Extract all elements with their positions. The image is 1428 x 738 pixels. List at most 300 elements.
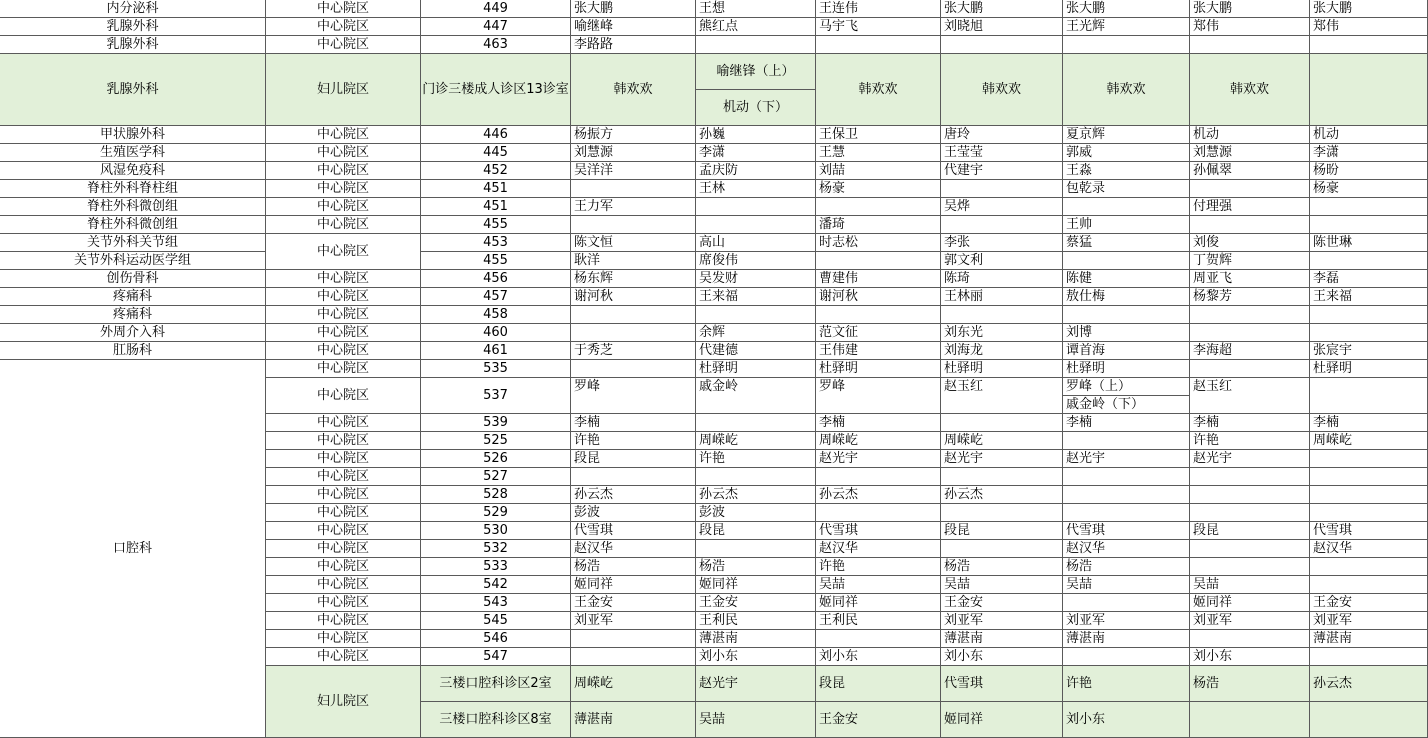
cell-day4[interactable]: 唐玲	[941, 126, 1063, 144]
cell-day2[interactable]: 杨浩	[696, 558, 816, 576]
cell-day1[interactable]: 于秀芝	[571, 342, 696, 360]
cell-department[interactable]: 脊柱外科微创组	[0, 216, 266, 234]
cell-day6[interactable]: 孙佩翠	[1190, 162, 1310, 180]
cell-day6[interactable]: 丁贺辉	[1190, 252, 1310, 270]
cell-day2[interactable]	[696, 414, 816, 432]
cell-campus[interactable]: 中心院区	[266, 576, 421, 594]
cell-campus[interactable]: 中心院区	[266, 504, 421, 522]
cell-day7[interactable]: 孙云杰	[1310, 666, 1428, 702]
cell-campus[interactable]: 中心院区	[266, 162, 421, 180]
cell-campus[interactable]: 中心院区	[266, 18, 421, 36]
cell-campus[interactable]: 中心院区	[266, 540, 421, 558]
cell-day4[interactable]	[941, 216, 1063, 234]
cell-campus[interactable]: 妇儿院区	[266, 54, 421, 126]
cell-campus[interactable]: 中心院区	[266, 360, 421, 378]
cell-day4[interactable]: 吴喆	[941, 576, 1063, 594]
cell-day5[interactable]: 刘亚军	[1063, 612, 1190, 630]
cell-day3[interactable]	[816, 306, 941, 324]
cell-day1[interactable]: 刘亚军	[571, 612, 696, 630]
cell-campus[interactable]: 中心院区	[266, 306, 421, 324]
cell-day1[interactable]: 王力军	[571, 198, 696, 216]
cell-room[interactable]: 460	[421, 324, 571, 342]
cell-day4[interactable]: 薄湛南	[941, 630, 1063, 648]
cell-day4[interactable]: 刘晓旭	[941, 18, 1063, 36]
cell-day6[interactable]	[1190, 486, 1310, 504]
cell-day2[interactable]: 周嵘屹	[696, 432, 816, 450]
cell-room[interactable]: 453	[421, 234, 571, 252]
cell-day4[interactable]	[941, 306, 1063, 324]
cell-day1[interactable]	[571, 630, 696, 648]
cell-day7[interactable]	[1310, 558, 1428, 576]
cell-day3[interactable]: 罗峰	[816, 378, 941, 414]
cell-day3[interactable]: 孙云杰	[816, 486, 941, 504]
cell-room[interactable]: 三楼口腔科诊区8室	[421, 702, 571, 738]
cell-room[interactable]: 449	[421, 0, 571, 18]
cell-day7[interactable]: 李潇	[1310, 144, 1428, 162]
cell-day3[interactable]: 王连伟	[816, 0, 941, 18]
cell-campus[interactable]: 中心院区	[266, 144, 421, 162]
cell-day7[interactable]	[1310, 486, 1428, 504]
cell-room[interactable]: 527	[421, 468, 571, 486]
cell-day4[interactable]: 吴烨	[941, 198, 1063, 216]
cell-campus[interactable]: 中心院区	[266, 522, 421, 540]
cell-day4[interactable]	[941, 468, 1063, 486]
cell-day3[interactable]: 姬同祥	[816, 594, 941, 612]
cell-day3[interactable]: 周嵘屹	[816, 432, 941, 450]
cell-day2[interactable]: 吴发财	[696, 270, 816, 288]
cell-day6[interactable]: 刘俊	[1190, 234, 1310, 252]
cell-room[interactable]: 537	[421, 378, 571, 414]
cell-campus[interactable]: 中心院区	[266, 432, 421, 450]
cell-room[interactable]: 546	[421, 630, 571, 648]
cell-day4[interactable]: 姬同祥	[941, 702, 1063, 738]
cell-room[interactable]: 526	[421, 450, 571, 468]
cell-day2[interactable]: 吴喆	[696, 702, 816, 738]
cell-day3[interactable]: 马宇飞	[816, 18, 941, 36]
cell-day3[interactable]: 王金安	[816, 702, 941, 738]
cell-day2[interactable]: 代建德	[696, 342, 816, 360]
cell-day5[interactable]: 王光辉	[1063, 18, 1190, 36]
cell-day7[interactable]	[1310, 36, 1428, 54]
cell-day1[interactable]: 罗峰	[571, 378, 696, 414]
cell-day7[interactable]: 周嵘屹	[1310, 432, 1428, 450]
cell-day5[interactable]: 陈健	[1063, 270, 1190, 288]
cell-day5[interactable]	[1063, 306, 1190, 324]
cell-day5[interactable]: 杜驿明	[1063, 360, 1190, 378]
cell-day5[interactable]: 薄湛南	[1063, 630, 1190, 648]
cell-day3[interactable]: 刘小东	[816, 648, 941, 666]
cell-day3[interactable]: 潘琦	[816, 216, 941, 234]
cell-day3[interactable]	[816, 252, 941, 270]
cell-day2[interactable]	[696, 468, 816, 486]
cell-day5[interactable]: 赵光宇	[1063, 450, 1190, 468]
cell-day3[interactable]: 许艳	[816, 558, 941, 576]
cell-day4[interactable]: 代雪琪	[941, 666, 1063, 702]
cell-department[interactable]: 外周介入科	[0, 324, 266, 342]
cell-day1[interactable]	[571, 468, 696, 486]
cell-day4[interactable]: 刘东光	[941, 324, 1063, 342]
cell-department[interactable]: 乳腺外科	[0, 18, 266, 36]
cell-day2[interactable]	[696, 540, 816, 558]
cell-day6[interactable]: 张大鹏	[1190, 0, 1310, 18]
cell-day5[interactable]	[1063, 198, 1190, 216]
cell-campus[interactable]: 中心院区	[266, 270, 421, 288]
cell-department[interactable]: 肛肠科	[0, 342, 266, 360]
cell-day5[interactable]: 代雪琪	[1063, 522, 1190, 540]
cell-day7[interactable]: 杜驿明	[1310, 360, 1428, 378]
cell-day6[interactable]	[1190, 558, 1310, 576]
cell-day2[interactable]: 李潇	[696, 144, 816, 162]
cell-day6[interactable]	[1190, 468, 1310, 486]
cell-room[interactable]: 458	[421, 306, 571, 324]
cell-day7[interactable]: 杨昐	[1310, 162, 1428, 180]
cell-room[interactable]: 547	[421, 648, 571, 666]
cell-day6[interactable]	[1190, 180, 1310, 198]
cell-day6[interactable]: 周亚飞	[1190, 270, 1310, 288]
cell-day2[interactable]: 王来福	[696, 288, 816, 306]
cell-day7[interactable]	[1310, 648, 1428, 666]
cell-day1[interactable]: 段昆	[571, 450, 696, 468]
cell-day1[interactable]: 孙云杰	[571, 486, 696, 504]
cell-day3[interactable]: 时志松	[816, 234, 941, 252]
cell-campus[interactable]: 中心院区	[266, 630, 421, 648]
cell-day7[interactable]: 李楠	[1310, 414, 1428, 432]
cell-day7[interactable]	[1310, 468, 1428, 486]
cell-day7[interactable]	[1310, 252, 1428, 270]
cell-day6[interactable]: 李楠	[1190, 414, 1310, 432]
cell-department-merged[interactable]: 口腔科	[0, 360, 266, 738]
cell-department[interactable]: 乳腺外科	[0, 54, 266, 126]
cell-room[interactable]: 463	[421, 36, 571, 54]
cell-day5[interactable]	[1063, 504, 1190, 522]
cell-day3[interactable]: 吴喆	[816, 576, 941, 594]
cell-day1[interactable]: 张大鹏	[571, 0, 696, 18]
cell-campus[interactable]: 中心院区	[266, 468, 421, 486]
cell-day3[interactable]: 代雪琪	[816, 522, 941, 540]
cell-day7[interactable]	[1310, 576, 1428, 594]
cell-room[interactable]: 525	[421, 432, 571, 450]
cell-day4[interactable]: 代建宇	[941, 162, 1063, 180]
cell-day4[interactable]: 韩欢欢	[941, 54, 1063, 126]
cell-day7[interactable]	[1310, 54, 1428, 126]
cell-day5[interactable]	[1063, 468, 1190, 486]
cell-campus[interactable]: 中心院区	[266, 486, 421, 504]
cell-room[interactable]: 451	[421, 180, 571, 198]
cell-day2[interactable]: 薄湛南	[696, 630, 816, 648]
cell-day2[interactable]: 彭波	[696, 504, 816, 522]
cell-day6[interactable]: 刘亚军	[1190, 612, 1310, 630]
cell-day6[interactable]: 刘小东	[1190, 648, 1310, 666]
cell-day4[interactable]: 张大鹏	[941, 0, 1063, 18]
cell-campus[interactable]: 中心院区	[266, 594, 421, 612]
cell-campus[interactable]: 中心院区	[266, 648, 421, 666]
cell-room[interactable]: 452	[421, 162, 571, 180]
cell-day4[interactable]: 孙云杰	[941, 486, 1063, 504]
cell-day5[interactable]: 刘博	[1063, 324, 1190, 342]
cell-day5[interactable]: 王帅	[1063, 216, 1190, 234]
cell-room[interactable]: 门诊三楼成人诊区13诊室	[421, 54, 571, 126]
cell-day5[interactable]	[1063, 486, 1190, 504]
cell-campus[interactable]: 中心院区	[266, 324, 421, 342]
cell-day3[interactable]: 韩欢欢	[816, 54, 941, 126]
cell-room[interactable]: 455	[421, 216, 571, 234]
cell-day1[interactable]: 喻继峰	[571, 18, 696, 36]
cell-day7[interactable]: 赵汉华	[1310, 540, 1428, 558]
cell-room[interactable]: 446	[421, 126, 571, 144]
cell-day6[interactable]	[1190, 360, 1310, 378]
cell-room[interactable]: 三楼口腔科诊区2室	[421, 666, 571, 702]
cell-room[interactable]: 542	[421, 576, 571, 594]
cell-day2[interactable]: 戚金岭	[696, 378, 816, 414]
cell-campus[interactable]: 中心院区	[266, 234, 421, 270]
cell-day7[interactable]: 代雪琪	[1310, 522, 1428, 540]
cell-day4[interactable]: 杜驿明	[941, 360, 1063, 378]
cell-day5[interactable]	[1063, 36, 1190, 54]
cell-day3[interactable]: 赵汉华	[816, 540, 941, 558]
cell-campus[interactable]: 中心院区	[266, 36, 421, 54]
cell-day5[interactable]: 杨浩	[1063, 558, 1190, 576]
cell-room[interactable]: 528	[421, 486, 571, 504]
cell-day2[interactable]	[696, 216, 816, 234]
cell-day2[interactable]: 席俊伟	[696, 252, 816, 270]
cell-day7[interactable]	[1310, 702, 1428, 738]
cell-day1[interactable]	[571, 324, 696, 342]
cell-day7[interactable]: 张宸宇	[1310, 342, 1428, 360]
cell-department[interactable]: 内分泌科	[0, 0, 266, 18]
cell-day2[interactable]: 余辉	[696, 324, 816, 342]
cell-day1[interactable]: 王金安	[571, 594, 696, 612]
cell-day6[interactable]: 许艳	[1190, 432, 1310, 450]
cell-day6[interactable]	[1190, 216, 1310, 234]
cell-room[interactable]: 543	[421, 594, 571, 612]
cell-day1[interactable]: 代雪琪	[571, 522, 696, 540]
cell-day4[interactable]: 王林丽	[941, 288, 1063, 306]
cell-day6[interactable]: 郑伟	[1190, 18, 1310, 36]
cell-day3[interactable]: 刘喆	[816, 162, 941, 180]
cell-day1[interactable]: 杨振方	[571, 126, 696, 144]
cell-department[interactable]: 生殖医学科	[0, 144, 266, 162]
cell-day6[interactable]: 赵玉红	[1190, 378, 1310, 414]
cell-day4[interactable]: 刘小东	[941, 648, 1063, 666]
cell-day7[interactable]: 李磊	[1310, 270, 1428, 288]
cell-day5[interactable]	[1063, 252, 1190, 270]
cell-day6[interactable]: 吴喆	[1190, 576, 1310, 594]
cell-day1[interactable]	[571, 216, 696, 234]
cell-day7[interactable]: 陈世琳	[1310, 234, 1428, 252]
cell-day1[interactable]: 李楠	[571, 414, 696, 432]
cell-day1[interactable]: 薄湛南	[571, 702, 696, 738]
cell-department[interactable]: 甲状腺外科	[0, 126, 266, 144]
cell-room[interactable]: 445	[421, 144, 571, 162]
cell-room[interactable]: 529	[421, 504, 571, 522]
cell-day2-am[interactable]: 喻继锋（上）	[696, 54, 816, 90]
cell-day5-am[interactable]: 罗峰（上）	[1063, 378, 1190, 396]
cell-day2[interactable]: 王林	[696, 180, 816, 198]
cell-day7[interactable]: 杨豪	[1310, 180, 1428, 198]
cell-day1[interactable]: 许艳	[571, 432, 696, 450]
cell-day3[interactable]: 赵光宇	[816, 450, 941, 468]
cell-day5[interactable]: 许艳	[1063, 666, 1190, 702]
cell-day4[interactable]: 赵光宇	[941, 450, 1063, 468]
cell-day2[interactable]: 许艳	[696, 450, 816, 468]
cell-room[interactable]: 455	[421, 252, 571, 270]
cell-room[interactable]: 539	[421, 414, 571, 432]
cell-day1[interactable]: 陈文恒	[571, 234, 696, 252]
cell-day4[interactable]	[941, 36, 1063, 54]
cell-day3[interactable]: 杜驿明	[816, 360, 941, 378]
cell-day4[interactable]: 李张	[941, 234, 1063, 252]
cell-day3[interactable]	[816, 630, 941, 648]
cell-day7[interactable]	[1310, 378, 1428, 414]
cell-day1[interactable]: 赵汉华	[571, 540, 696, 558]
cell-day2[interactable]	[696, 306, 816, 324]
cell-room[interactable]: 457	[421, 288, 571, 306]
cell-room[interactable]: 533	[421, 558, 571, 576]
cell-day2[interactable]	[696, 198, 816, 216]
cell-day2[interactable]: 高山	[696, 234, 816, 252]
cell-day3[interactable]: 杨豪	[816, 180, 941, 198]
cell-day2[interactable]: 段昆	[696, 522, 816, 540]
cell-day5-pm[interactable]: 戚金岭（下）	[1063, 396, 1190, 414]
cell-day6[interactable]	[1190, 36, 1310, 54]
cell-campus[interactable]: 妇儿院区	[266, 666, 421, 738]
cell-day1[interactable]: 姬同祥	[571, 576, 696, 594]
cell-day5[interactable]: 刘小东	[1063, 702, 1190, 738]
cell-day5[interactable]: 包乾录	[1063, 180, 1190, 198]
cell-day4[interactable]: 王莹莹	[941, 144, 1063, 162]
cell-day7[interactable]	[1310, 324, 1428, 342]
cell-day2-pm[interactable]: 机动（下）	[696, 90, 816, 126]
cell-day6[interactable]: 付理强	[1190, 198, 1310, 216]
cell-day4[interactable]: 王金安	[941, 594, 1063, 612]
cell-department[interactable]: 风湿免疫科	[0, 162, 266, 180]
cell-day4[interactable]	[941, 414, 1063, 432]
cell-day3[interactable]: 曹建伟	[816, 270, 941, 288]
cell-day1[interactable]: 李路路	[571, 36, 696, 54]
cell-day6[interactable]: 赵光宇	[1190, 450, 1310, 468]
cell-day3[interactable]: 王利民	[816, 612, 941, 630]
cell-day6[interactable]: 李海超	[1190, 342, 1310, 360]
cell-day4[interactable]	[941, 504, 1063, 522]
cell-day5[interactable]: 张大鹏	[1063, 0, 1190, 18]
cell-day4[interactable]: 刘亚军	[941, 612, 1063, 630]
cell-day7[interactable]: 机动	[1310, 126, 1428, 144]
cell-day2[interactable]: 刘小东	[696, 648, 816, 666]
cell-day5[interactable]: 韩欢欢	[1063, 54, 1190, 126]
cell-day5[interactable]	[1063, 594, 1190, 612]
cell-day1[interactable]: 彭波	[571, 504, 696, 522]
cell-day7[interactable]: 王来福	[1310, 288, 1428, 306]
cell-day6[interactable]	[1190, 630, 1310, 648]
cell-department[interactable]: 脊柱外科微创组	[0, 198, 266, 216]
cell-department[interactable]: 疼痛科	[0, 306, 266, 324]
cell-day5[interactable]: 谭首海	[1063, 342, 1190, 360]
cell-campus[interactable]: 中心院区	[266, 198, 421, 216]
cell-day5[interactable]: 吴喆	[1063, 576, 1190, 594]
cell-department[interactable]: 关节外科关节组	[0, 234, 266, 252]
cell-day1[interactable]	[571, 306, 696, 324]
cell-day7[interactable]: 张大鹏	[1310, 0, 1428, 18]
cell-day3[interactable]	[816, 198, 941, 216]
cell-day4[interactable]: 段昆	[941, 522, 1063, 540]
cell-day5[interactable]: 郭威	[1063, 144, 1190, 162]
cell-day3[interactable]: 范文征	[816, 324, 941, 342]
cell-day4[interactable]: 周嵘屹	[941, 432, 1063, 450]
cell-day3[interactable]: 王伟建	[816, 342, 941, 360]
cell-day6[interactable]: 韩欢欢	[1190, 54, 1310, 126]
cell-day6[interactable]	[1190, 702, 1310, 738]
cell-day4[interactable]	[941, 180, 1063, 198]
cell-department[interactable]: 乳腺外科	[0, 36, 266, 54]
cell-day5[interactable]: 李楠	[1063, 414, 1190, 432]
cell-day5[interactable]	[1063, 432, 1190, 450]
cell-day1[interactable]	[571, 648, 696, 666]
cell-day2[interactable]: 王想	[696, 0, 816, 18]
cell-day5[interactable]: 王淼	[1063, 162, 1190, 180]
cell-day1[interactable]: 周嵘屹	[571, 666, 696, 702]
cell-department[interactable]: 关节外科运动医学组	[0, 252, 266, 270]
cell-day1[interactable]: 韩欢欢	[571, 54, 696, 126]
cell-day1[interactable]: 杨浩	[571, 558, 696, 576]
cell-campus[interactable]: 中心院区	[266, 288, 421, 306]
cell-department[interactable]: 疼痛科	[0, 288, 266, 306]
cell-campus[interactable]: 中心院区	[266, 378, 421, 414]
cell-day2[interactable]	[696, 36, 816, 54]
cell-day3[interactable]: 谢河秋	[816, 288, 941, 306]
cell-day6[interactable]: 刘慧源	[1190, 144, 1310, 162]
cell-day4[interactable]: 郭文利	[941, 252, 1063, 270]
cell-day7[interactable]	[1310, 504, 1428, 522]
cell-day6[interactable]	[1190, 306, 1310, 324]
cell-day7[interactable]	[1310, 450, 1428, 468]
cell-day6[interactable]: 杨浩	[1190, 666, 1310, 702]
cell-day6[interactable]: 段昆	[1190, 522, 1310, 540]
cell-day4[interactable]: 陈琦	[941, 270, 1063, 288]
cell-room[interactable]: 461	[421, 342, 571, 360]
cell-room[interactable]: 545	[421, 612, 571, 630]
cell-campus[interactable]: 中心院区	[266, 414, 421, 432]
cell-day4[interactable]: 刘海龙	[941, 342, 1063, 360]
cell-room[interactable]: 535	[421, 360, 571, 378]
cell-campus[interactable]: 中心院区	[266, 216, 421, 234]
cell-day1[interactable]: 刘慧源	[571, 144, 696, 162]
cell-day2[interactable]: 孙巍	[696, 126, 816, 144]
cell-day5[interactable]: 敖仕梅	[1063, 288, 1190, 306]
cell-day7[interactable]: 王金安	[1310, 594, 1428, 612]
cell-day2[interactable]: 熊红点	[696, 18, 816, 36]
cell-day3[interactable]	[816, 504, 941, 522]
cell-department[interactable]: 创伤骨科	[0, 270, 266, 288]
cell-campus[interactable]: 中心院区	[266, 558, 421, 576]
cell-day3[interactable]	[816, 36, 941, 54]
cell-day1[interactable]: 杨东辉	[571, 270, 696, 288]
cell-day2[interactable]: 孙云杰	[696, 486, 816, 504]
cell-day3[interactable]	[816, 468, 941, 486]
cell-day3[interactable]: 王慧	[816, 144, 941, 162]
cell-campus[interactable]: 中心院区	[266, 180, 421, 198]
cell-campus[interactable]: 中心院区	[266, 0, 421, 18]
cell-day7[interactable]: 刘亚军	[1310, 612, 1428, 630]
cell-room[interactable]: 530	[421, 522, 571, 540]
cell-day6[interactable]	[1190, 540, 1310, 558]
cell-day5[interactable]: 夏京辉	[1063, 126, 1190, 144]
cell-campus[interactable]: 中心院区	[266, 342, 421, 360]
cell-day1[interactable]	[571, 180, 696, 198]
cell-day2[interactable]: 姬同祥	[696, 576, 816, 594]
cell-room[interactable]: 451	[421, 198, 571, 216]
cell-day4[interactable]	[941, 540, 1063, 558]
cell-department[interactable]: 脊柱外科脊柱组	[0, 180, 266, 198]
